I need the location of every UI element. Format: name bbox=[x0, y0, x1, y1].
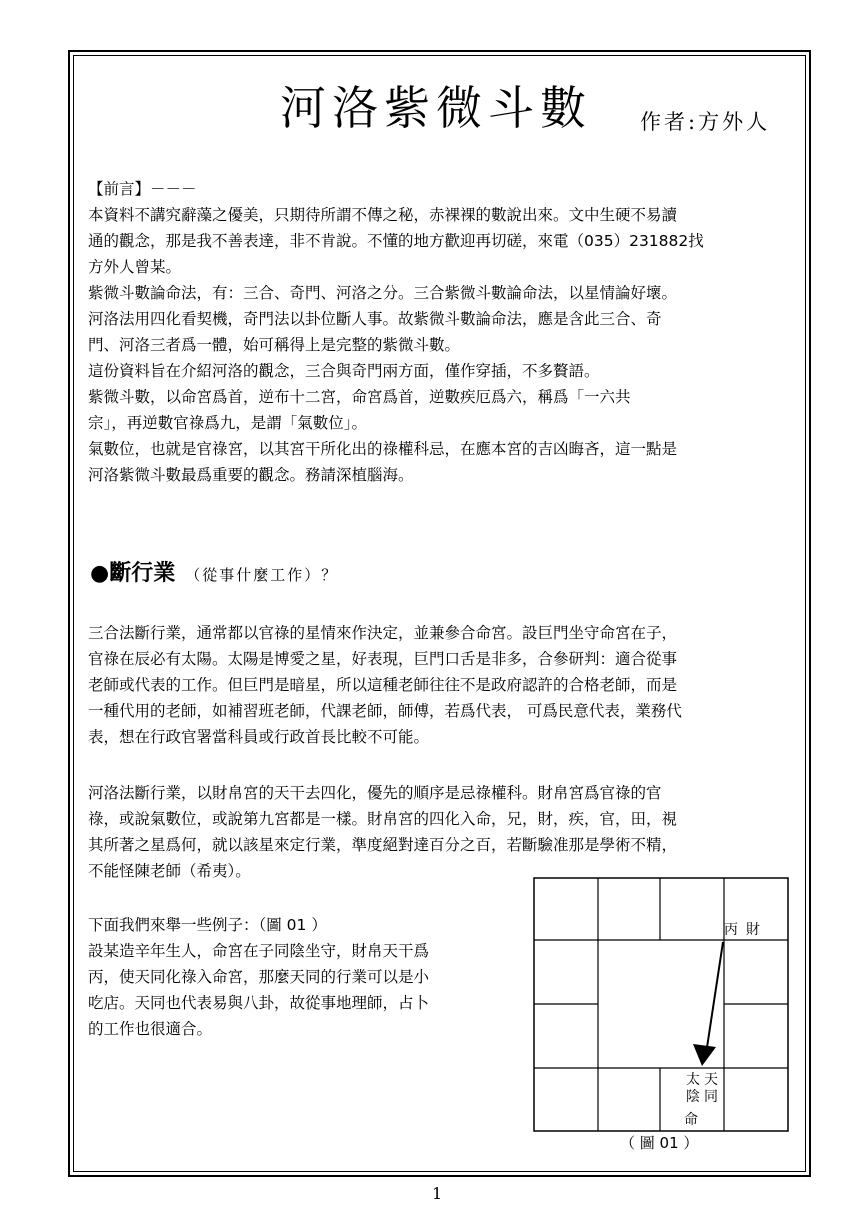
paragraph-line: 官祿在辰必有太陽。太陽是博愛之星，好表現，巨門口舌是非多，合參研判：適合從事 bbox=[88, 650, 678, 668]
preface-line: 通的觀念，那是我不善表達，非不肯說。不懂的地方歡迎再切磋，來電（035）231882找 bbox=[88, 232, 704, 250]
preface-line: 河洛法用四化看契機，奇門法以卦位斷人事。故紫微斗數論命法，應是含此三合、奇 bbox=[88, 310, 662, 328]
section-heading bbox=[90, 556, 338, 587]
palace-chart-figure bbox=[530, 874, 792, 1134]
preface-block bbox=[88, 176, 704, 488]
paragraph-heluo bbox=[88, 780, 677, 884]
preface-line: 紫微斗數，以命宮爲首，逆布十二宮，命宮爲首，逆數疾厄爲六，稱爲「一六共 bbox=[88, 388, 631, 406]
paragraph-line: 三合法斷行業，通常都以官祿的星情來作決定，並兼參合命宮。設巨門坐守命宮在子， bbox=[88, 624, 678, 642]
preface-line: 氣數位，也就是官祿宮，以其宮干所化出的祿權科忌，在應本宮的吉凶晦吝，這一點是 bbox=[88, 440, 678, 458]
author-line: 作者:方外人 bbox=[640, 110, 771, 134]
paragraph-line: 吃店。天同也代表易與八卦，故從事地理師，占卜 bbox=[88, 994, 430, 1012]
preface-line: 門、河洛三者爲一體，始可稱得上是完整的紫微斗數。 bbox=[88, 336, 461, 354]
star-label-tian: 天 bbox=[704, 1072, 718, 1088]
paragraph-line: 設某造辛年生人，命宮在子同陰坐守，財帛天干爲 bbox=[88, 942, 430, 960]
section-subtitle: （從事什麼工作）？ bbox=[185, 566, 339, 584]
paragraph-line: 一種代用的老師，如補習班老師，代課老師，師傅，若爲代表， 可爲民意代表，業務代 bbox=[88, 702, 682, 720]
paragraph-sanhe bbox=[88, 620, 682, 750]
page-number: 1 bbox=[432, 1184, 443, 1203]
section-bullet: ● bbox=[90, 561, 110, 586]
preface-line: 宗」，再逆數官祿爲九，是謂「氣數位」。 bbox=[88, 414, 368, 432]
preface-line: 紫微斗數論命法，有：三合、奇門、河洛之分。三合紫微斗數論命法，以星情論好壞。 bbox=[88, 284, 678, 302]
paragraph-example bbox=[88, 912, 429, 1042]
hua-lu-arrowhead bbox=[693, 1044, 716, 1066]
palace-label-ming: 命 bbox=[684, 1112, 698, 1128]
preface-line: 本資料不講究辭藻之優美，只期待所謂不傳之秘，赤裸裸的數說出來。文中生硬不易讀 bbox=[88, 206, 678, 224]
preface-line: 這份資料旨在介紹河洛的觀念，三合與奇門兩方面，僅作穿插，不多贅語。 bbox=[88, 362, 600, 380]
paragraph-line: 丙，使天同化祿入命宮，那麼天同的行業可以是小 bbox=[88, 968, 430, 986]
stem-label-bing: 丙 bbox=[724, 922, 738, 938]
section-title: 斷行業 bbox=[109, 561, 176, 586]
paragraph-line: 祿，或說氣數位，或說第九宮都是一樣。財帛宮的四化入命，兄，財，疾，官，田，視 bbox=[88, 810, 678, 828]
palace-label-cai: 財 bbox=[746, 922, 760, 938]
preface-line: 河洛紫微斗數最爲重要的觀念。務請深植腦海。 bbox=[88, 466, 414, 484]
paragraph-line: 的工作也很適合。 bbox=[88, 1020, 213, 1038]
preface-line: 方外人曾某。 bbox=[88, 258, 182, 276]
hua-lu-arrow bbox=[706, 942, 723, 1054]
paragraph-line: 老師或代表的工作。但巨門是暗星，所以這種老師往往不是政府認許的合格老師，而是 bbox=[88, 676, 678, 694]
preface-heading: 【前言】－－－ bbox=[88, 180, 197, 198]
paragraph-line: 下面我們來舉一些例子：（圖 01 ） bbox=[88, 916, 327, 934]
figure-caption: （ 圖 01 ） bbox=[620, 1134, 699, 1152]
document-title: 河洛紫微斗數 bbox=[280, 81, 592, 135]
star-label-tai: 太 bbox=[686, 1072, 700, 1088]
star-label-yin: 陰 bbox=[686, 1089, 700, 1105]
paragraph-line: 不能怪陳老師（希夷）。 bbox=[88, 862, 251, 880]
paragraph-line: 其所著之星爲何，就以該星來定行業，準度絕對達百分之百，若斷驗准那是學術不精， bbox=[88, 836, 678, 854]
paragraph-line: 河洛法斷行業，以財帛宮的天干去四化，優先的順序是忌祿權科。財帛宮爲官祿的官 bbox=[88, 784, 662, 802]
paragraph-line: 表，想在行政官署當科員或行政首長比較不可能。 bbox=[88, 728, 430, 746]
star-label-tong: 同 bbox=[704, 1089, 718, 1105]
